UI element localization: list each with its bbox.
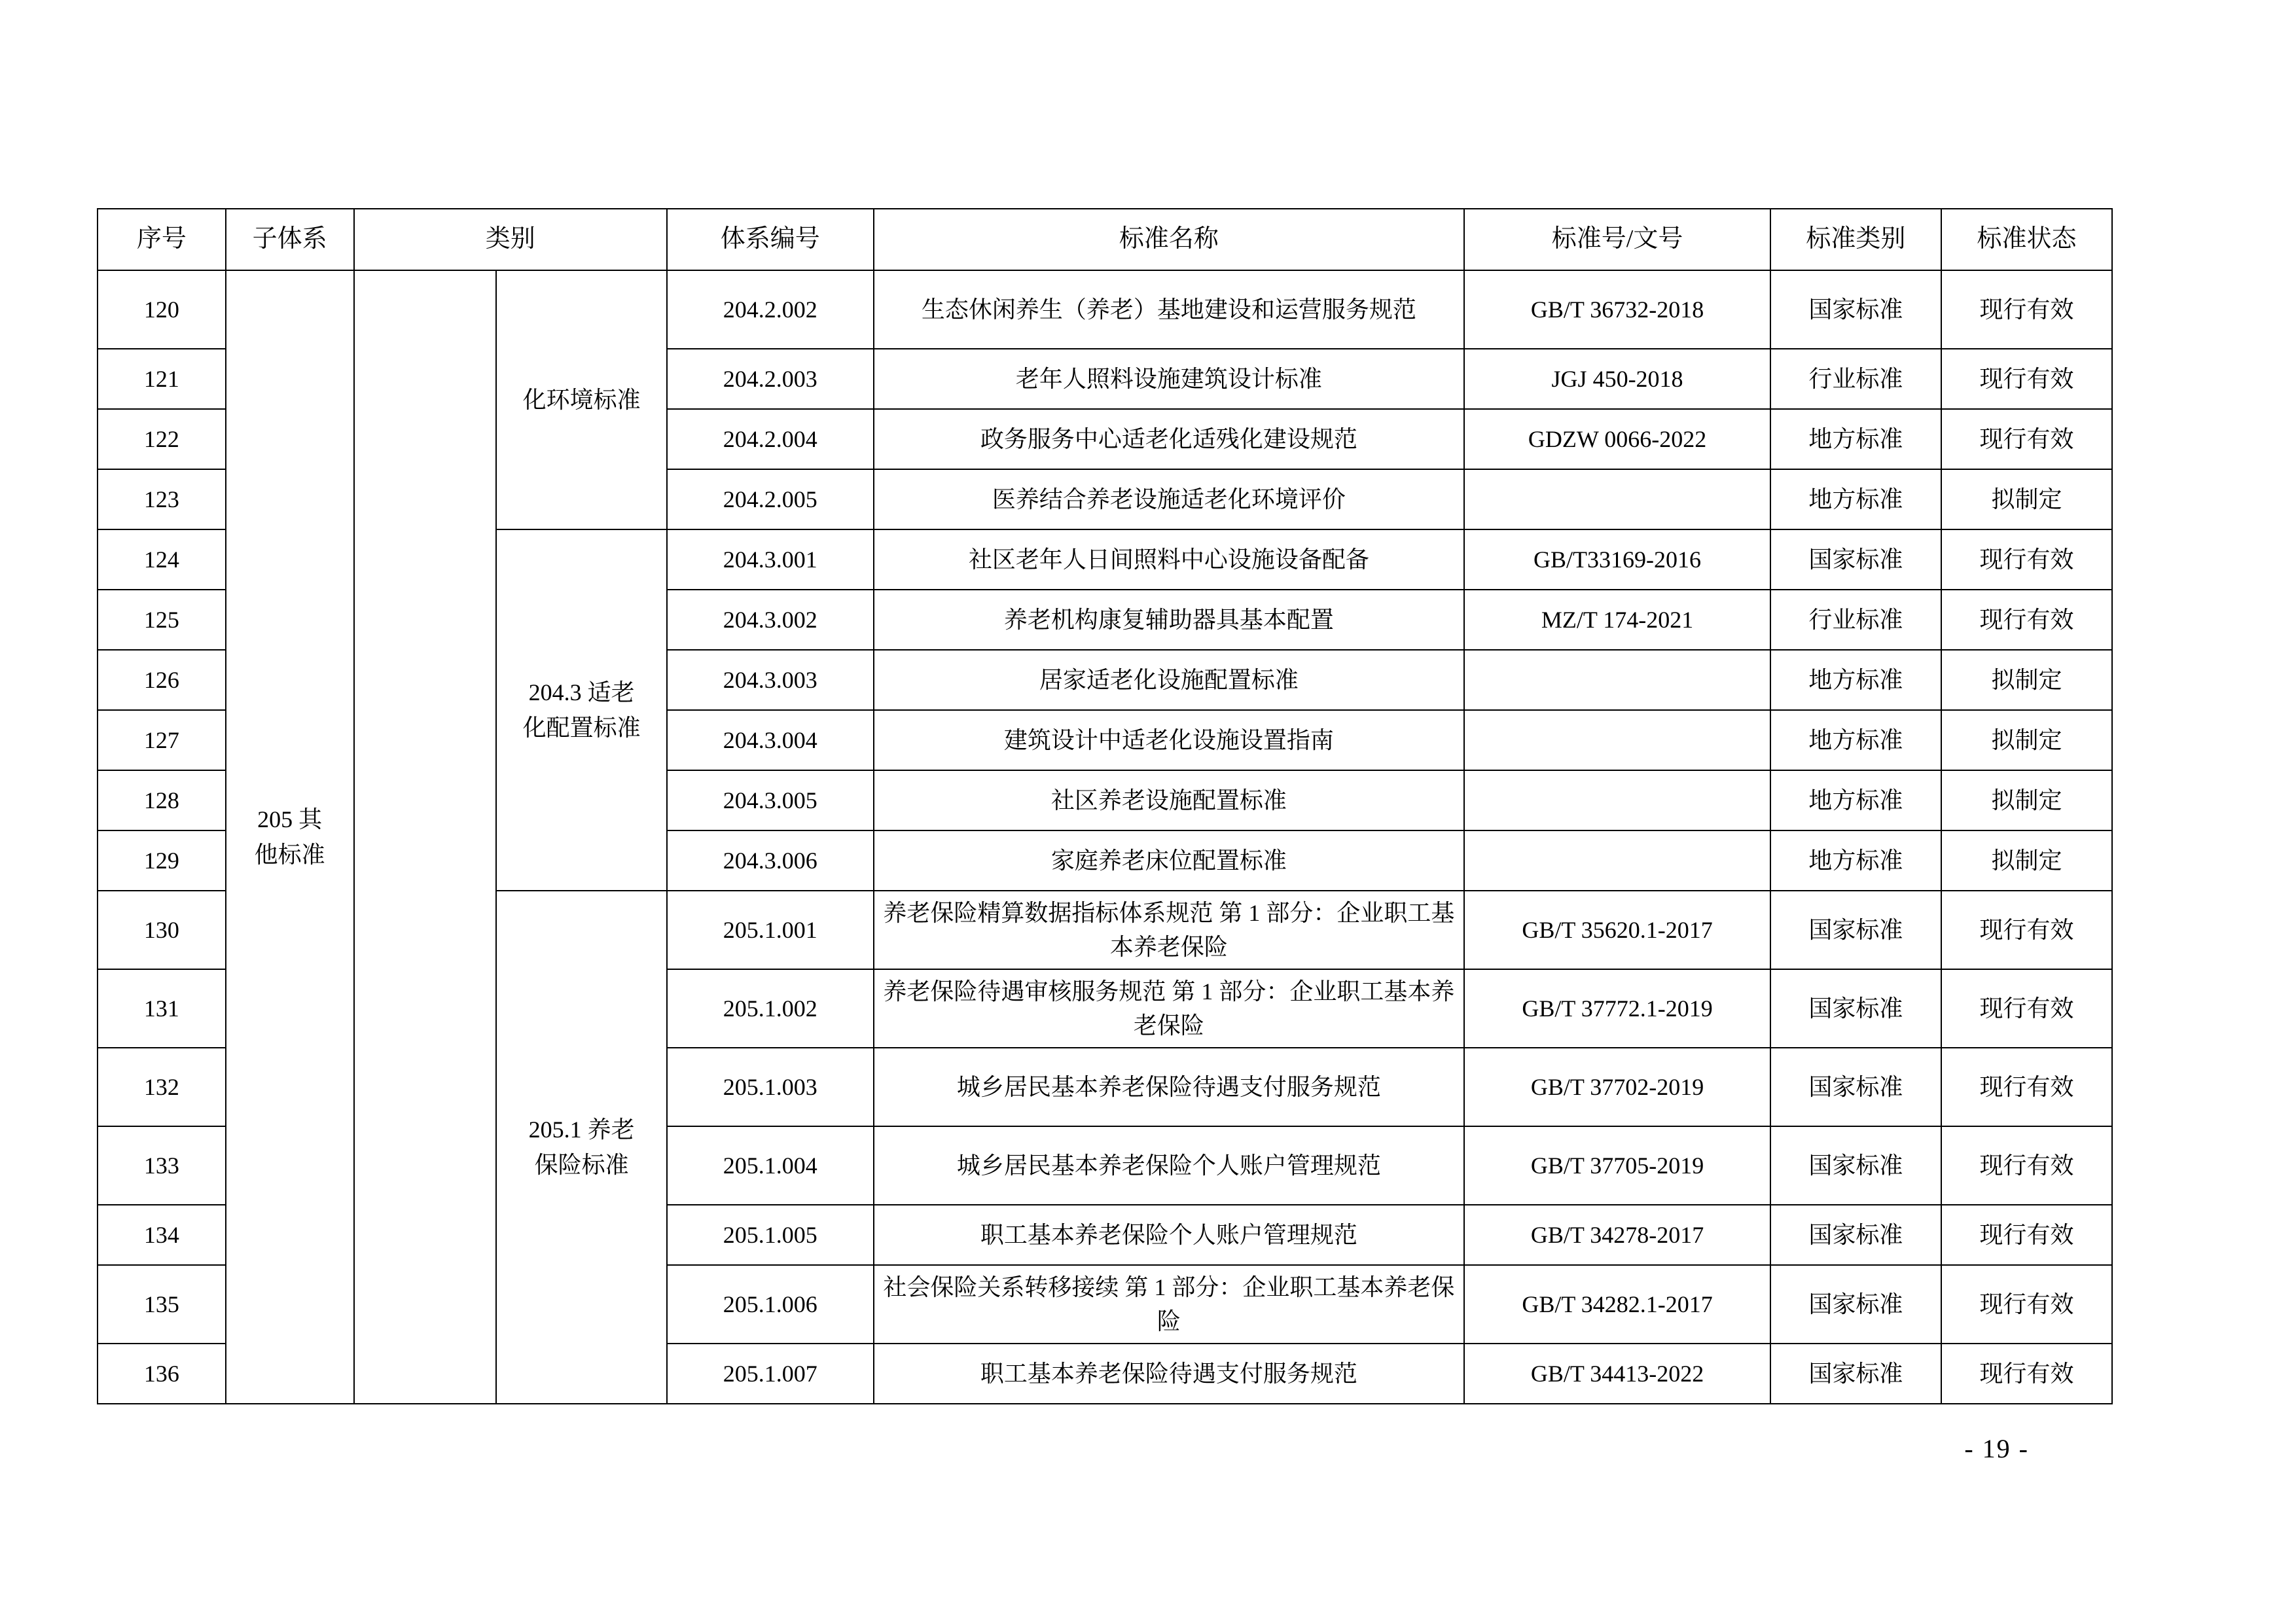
cell-type: 地方标准 (1770, 830, 1941, 891)
cell-name: 医养结合养老设施适老化环境评价 (874, 469, 1465, 529)
cell-code: 204.3.003 (667, 650, 873, 710)
cell-number (1464, 830, 1770, 891)
cell-category-spacer (354, 270, 497, 1404)
cell-number: GB/T 37702-2019 (1464, 1048, 1770, 1126)
cell-number: GB/T 34278-2017 (1464, 1205, 1770, 1265)
cell-code: 204.2.005 (667, 469, 873, 529)
cell-type: 国家标准 (1770, 270, 1941, 349)
cell-state: 现行有效 (1941, 1265, 2112, 1344)
cell-state: 拟制定 (1941, 650, 2112, 710)
cell-seq: 126 (98, 650, 226, 710)
cell-type: 国家标准 (1770, 1205, 1941, 1265)
cell-state: 现行有效 (1941, 1344, 2112, 1404)
cell-state: 拟制定 (1941, 830, 2112, 891)
cell-state: 现行有效 (1941, 1048, 2112, 1126)
category-204-3-label: 204.3 适老 化配置标准 (522, 679, 641, 741)
cell-code: 204.2.002 (667, 270, 873, 349)
cell-state: 现行有效 (1941, 529, 2112, 590)
header-code: 体系编号 (667, 209, 873, 270)
table-row (98, 270, 2112, 349)
cell-number: GB/T 34413-2022 (1464, 1344, 1770, 1404)
cell-code: 205.1.006 (667, 1265, 873, 1344)
cell-state: 拟制定 (1941, 710, 2112, 770)
cell-type: 国家标准 (1770, 1265, 1941, 1344)
header-category: 类别 (354, 209, 668, 270)
cell-name: 养老保险待遇审核服务规范 第 1 部分：企业职工基本养老保险 (874, 969, 1465, 1048)
cell-state: 现行有效 (1941, 1126, 2112, 1205)
standards-table (97, 208, 2113, 1404)
cell-seq: 129 (98, 830, 226, 891)
cell-type: 地方标准 (1770, 409, 1941, 469)
cell-seq: 136 (98, 1344, 226, 1404)
header-number: 标准号/文号 (1464, 209, 1770, 270)
cell-number (1464, 469, 1770, 529)
cell-number: GDZW 0066-2022 (1464, 409, 1770, 469)
header-state: 标准状态 (1941, 209, 2112, 270)
cell-number (1464, 650, 1770, 710)
cell-type: 地方标准 (1770, 650, 1941, 710)
cell-type: 国家标准 (1770, 1048, 1941, 1126)
cell-number: GB/T 37772.1-2019 (1464, 969, 1770, 1048)
cell-category-env (496, 270, 667, 529)
cell-code: 205.1.003 (667, 1048, 873, 1126)
cell-type: 国家标准 (1770, 891, 1941, 969)
cell-code: 204.3.006 (667, 830, 873, 891)
cell-number (1464, 710, 1770, 770)
cell-name: 社会保险关系转移接续 第 1 部分：企业职工基本养老保险 (874, 1265, 1465, 1344)
cell-seq: 134 (98, 1205, 226, 1265)
cell-code: 204.2.003 (667, 349, 873, 409)
cell-state: 拟制定 (1941, 770, 2112, 830)
cell-number: JGJ 450-2018 (1464, 349, 1770, 409)
cell-name: 社区养老设施配置标准 (874, 770, 1465, 830)
cell-seq: 133 (98, 1126, 226, 1205)
standards-table-container (97, 208, 2113, 1404)
cell-number: GB/T 36732-2018 (1464, 270, 1770, 349)
cell-number: GB/T 34282.1-2017 (1464, 1265, 1770, 1344)
cell-seq: 124 (98, 529, 226, 590)
cell-seq: 120 (98, 270, 226, 349)
cell-seq: 125 (98, 590, 226, 650)
page-number: - 19 - (1964, 1434, 2029, 1463)
header-seq: 序号 (98, 209, 226, 270)
cell-category-205-1 (496, 891, 667, 1404)
cell-type: 国家标准 (1770, 969, 1941, 1048)
cell-code: 204.3.004 (667, 710, 873, 770)
cell-subsystem-group (226, 270, 354, 1404)
cell-seq: 127 (98, 710, 226, 770)
cell-code: 205.1.004 (667, 1126, 873, 1205)
cell-number (1464, 770, 1770, 830)
cell-name: 职工基本养老保险待遇支付服务规范 (874, 1344, 1465, 1404)
cell-state: 现行有效 (1941, 1205, 2112, 1265)
cell-code: 205.1.002 (667, 969, 873, 1048)
cell-type: 国家标准 (1770, 1344, 1941, 1404)
cell-name: 生态休闲养生（养老）基地建设和运营服务规范 (874, 270, 1465, 349)
cell-name: 老年人照料设施建筑设计标准 (874, 349, 1465, 409)
cell-type: 地方标准 (1770, 770, 1941, 830)
table-header-row (98, 209, 2112, 270)
cell-code: 205.1.001 (667, 891, 873, 969)
cell-name: 建筑设计中适老化设施设置指南 (874, 710, 1465, 770)
header-subsystem: 子体系 (226, 209, 354, 270)
category-205-1-label: 205.1 养老 保险标准 (528, 1116, 635, 1178)
cell-type: 行业标准 (1770, 349, 1941, 409)
cell-type: 国家标准 (1770, 529, 1941, 590)
cell-name: 养老机构康复辅助器具基本配置 (874, 590, 1465, 650)
cell-number: GB/T 35620.1-2017 (1464, 891, 1770, 969)
header-type: 标准类别 (1770, 209, 1941, 270)
cell-code: 204.2.004 (667, 409, 873, 469)
cell-name: 养老保险精算数据指标体系规范 第 1 部分：企业职工基本养老保险 (874, 891, 1465, 969)
subsystem-label: 205 其 他标准 (254, 806, 325, 868)
cell-seq: 131 (98, 969, 226, 1048)
cell-seq: 123 (98, 469, 226, 529)
cell-number: GB/T 37705-2019 (1464, 1126, 1770, 1205)
cell-seq: 132 (98, 1048, 226, 1126)
cell-type: 国家标准 (1770, 1126, 1941, 1205)
cell-name: 职工基本养老保险个人账户管理规范 (874, 1205, 1465, 1265)
cell-seq: 122 (98, 409, 226, 469)
cell-type: 地方标准 (1770, 469, 1941, 529)
cell-state: 现行有效 (1941, 891, 2112, 969)
cell-state: 现行有效 (1941, 349, 2112, 409)
cell-type: 行业标准 (1770, 590, 1941, 650)
category-env-label: 化环境标准 (522, 387, 641, 413)
cell-state: 现行有效 (1941, 969, 2112, 1048)
cell-seq: 130 (98, 891, 226, 969)
cell-category-204-3 (496, 529, 667, 891)
cell-name: 居家适老化设施配置标准 (874, 650, 1465, 710)
cell-name: 社区老年人日间照料中心设施设备配备 (874, 529, 1465, 590)
cell-code: 204.3.001 (667, 529, 873, 590)
cell-code: 205.1.007 (667, 1344, 873, 1404)
cell-state: 拟制定 (1941, 469, 2112, 529)
cell-name: 政务服务中心适老化适残化建设规范 (874, 409, 1465, 469)
cell-number: MZ/T 174-2021 (1464, 590, 1770, 650)
cell-name: 家庭养老床位配置标准 (874, 830, 1465, 891)
cell-name: 城乡居民基本养老保险个人账户管理规范 (874, 1126, 1465, 1205)
cell-code: 205.1.005 (667, 1205, 873, 1265)
cell-state: 现行有效 (1941, 409, 2112, 469)
header-name: 标准名称 (874, 209, 1465, 270)
cell-code: 204.3.002 (667, 590, 873, 650)
cell-seq: 128 (98, 770, 226, 830)
cell-number: GB/T33169-2016 (1464, 529, 1770, 590)
cell-state: 现行有效 (1941, 270, 2112, 349)
cell-type: 地方标准 (1770, 710, 1941, 770)
cell-code: 204.3.005 (667, 770, 873, 830)
cell-seq: 135 (98, 1265, 226, 1344)
cell-seq: 121 (98, 349, 226, 409)
cell-state: 现行有效 (1941, 590, 2112, 650)
cell-name: 城乡居民基本养老保险待遇支付服务规范 (874, 1048, 1465, 1126)
